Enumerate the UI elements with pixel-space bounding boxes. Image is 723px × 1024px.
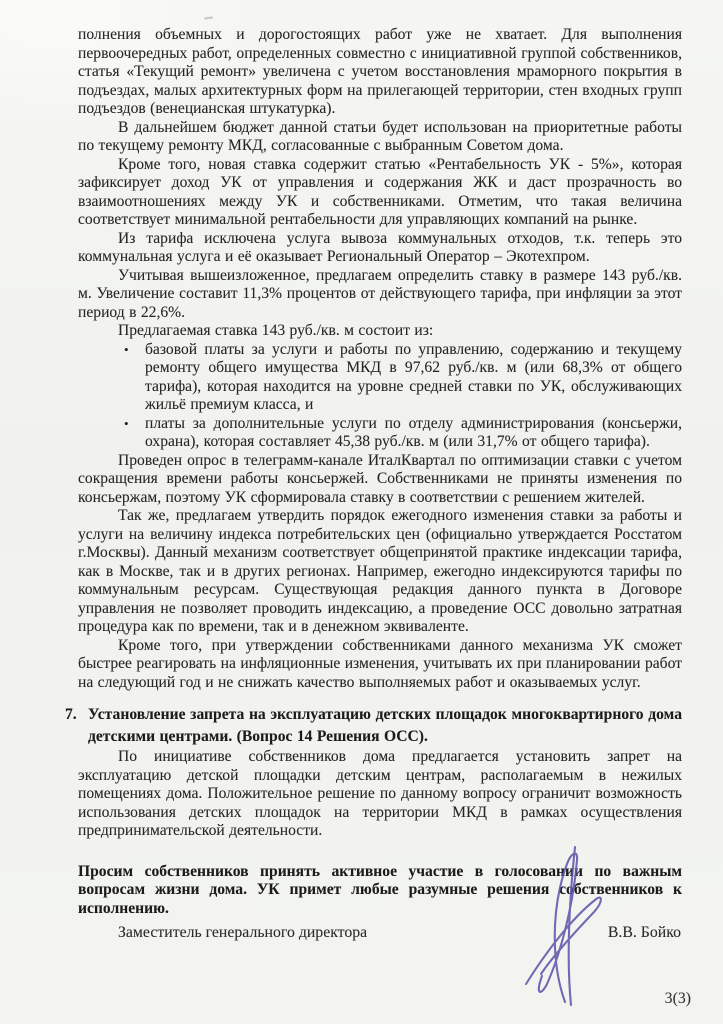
paragraph-telegram-poll: Проведен опрос в телеграмм-канале ИталКвартал по оптимизации ставки с учетом сокращения времени работы консьержей. Собственниками не приняты изменения по консьержам, поэтому УК сформировала ставку в соответствии с решением жителей.	[78, 451, 682, 506]
paragraph-rentability: Кроме того, новая ставка содержит статью «Рентабельность УК - 5%», которая зафиксирует доход УК от управления и содержания ЖК и даст прозрачность во взаимоотношениях между УК и собственниками. Отметим, что такая величина соответствует минимальной рентабельности для управляющих компаний на рынке.	[78, 155, 682, 228]
paragraph-budget: В дальнейшем бюджет данной статьи будет использован на приоритетные работы по текущему ремонту МКД, согласованные с выбранным Советом дома.	[78, 118, 682, 154]
bullet-text-base-fee: базовой платы за услуги и работы по управлению, содержанию и текущему ремонту общего имущества МКД в 97,62 руб./кв. м (или 68,3% от общего тарифа), которая находится на уровне средней ставки по УК, обслуживающих жильё премиум класса, и	[145, 340, 682, 413]
paragraph-intro-continuation: полнения объемных и дорогостоящих работ уже не хватает. Для выполнения первоочередных работ, определенных совместно с инициативной группой собственников, статья «Текущий ремонт» увеличена с учетом восстановления мраморного покрытия в подъездах, малых архитектурных форм на прилегающей территории, стен входных групп подъездов (венецианская штукатурка).	[78, 26, 682, 117]
section-number: 7.	[65, 706, 77, 723]
paragraph-indexation: Так же, предлагаем утвердить порядок ежегодного изменения ставки за работы и услуги на величину индекса потребительских цен (официально утверждается Росстатом г.Москвы). Данный механизм соответствует общепринятой практике индексации тарифа, как в Москве, так и в других регионах. Например, ежегодно индексируются тарифы по коммунальным ресурсам. Существующая редакция данного пункта в Договоре управления не позволяет проводить индексацию, а проведение ОСС довольно затратная процедура как по времени, так и в денежном эквиваленте.	[78, 507, 682, 635]
bullet-icon: •	[124, 341, 129, 357]
bullet-item	[78, 341, 682, 415]
bullet-item	[78, 415, 682, 452]
paragraph-playground-ban: По инициативе собственников дома предлагается установить запрет на эксплуатацию детской площадки детским центрам, располагаемым в нежилых помещениях дома. Положительное решение по данному вопросу ограничит возможность использования детских площадок на территории МКД в рамках осуществления предпринимательской деятельности.	[78, 748, 682, 839]
bullet-icon: •	[124, 415, 129, 431]
section-heading	[65, 704, 682, 747]
section-title: Установление запрета на эксплуатацию детских площадок многоквартирного дома детскими центрами. (Вопрос 14 Решения ОСС).	[88, 706, 682, 745]
closing-statement: Просим собственников принять активное участие в голосовании по важным вопросам жизни дома. УК примет любые разумные решения собственников к исполнению.	[78, 862, 682, 917]
paragraph-rate-composition: Предлагаемая ставка 143 руб./кв. м состоит из:	[118, 322, 434, 339]
signature-title: Заместитель генерального директора	[118, 924, 368, 941]
text-body	[65, 26, 682, 918]
signature-block	[118, 924, 681, 942]
page-number: 3(3)	[664, 990, 691, 1007]
paragraph-waste-service: Из тарифа исключена услуга вывоза коммунальных отходов, т.к. теперь это коммунальная услуга и её оказывает Региональный Оператор – Экотехпром.	[78, 229, 682, 265]
paragraph-inflation-response: Кроме того, при утверждении собственниками данного механизма УК сможет быстрее реагировать на инфляционные изменения, учитывать их при планировании работ на следующий год и не снижать качество выполняемых работ и оказываемых услуг.	[78, 636, 682, 691]
paragraph-proposed-rate: Учитывая вышеизложенное, предлагаем определить ставку в размере 143 руб./кв. м. Увеличение составит 11,3% процентов от действующего тарифа, при инфляции за этот период в 22,6%.	[78, 266, 682, 321]
bullet-text-admin-fee: платы за дополнительные услуги по отделу администрирования (консьержи, охрана), которая составляет 45,38 руб./кв. м (или 31,7% от общего тарифа).	[145, 414, 682, 450]
signature-name: В.В. Бойко	[607, 924, 681, 941]
bullet-list	[78, 341, 682, 452]
scan-artifact	[204, 16, 213, 19]
